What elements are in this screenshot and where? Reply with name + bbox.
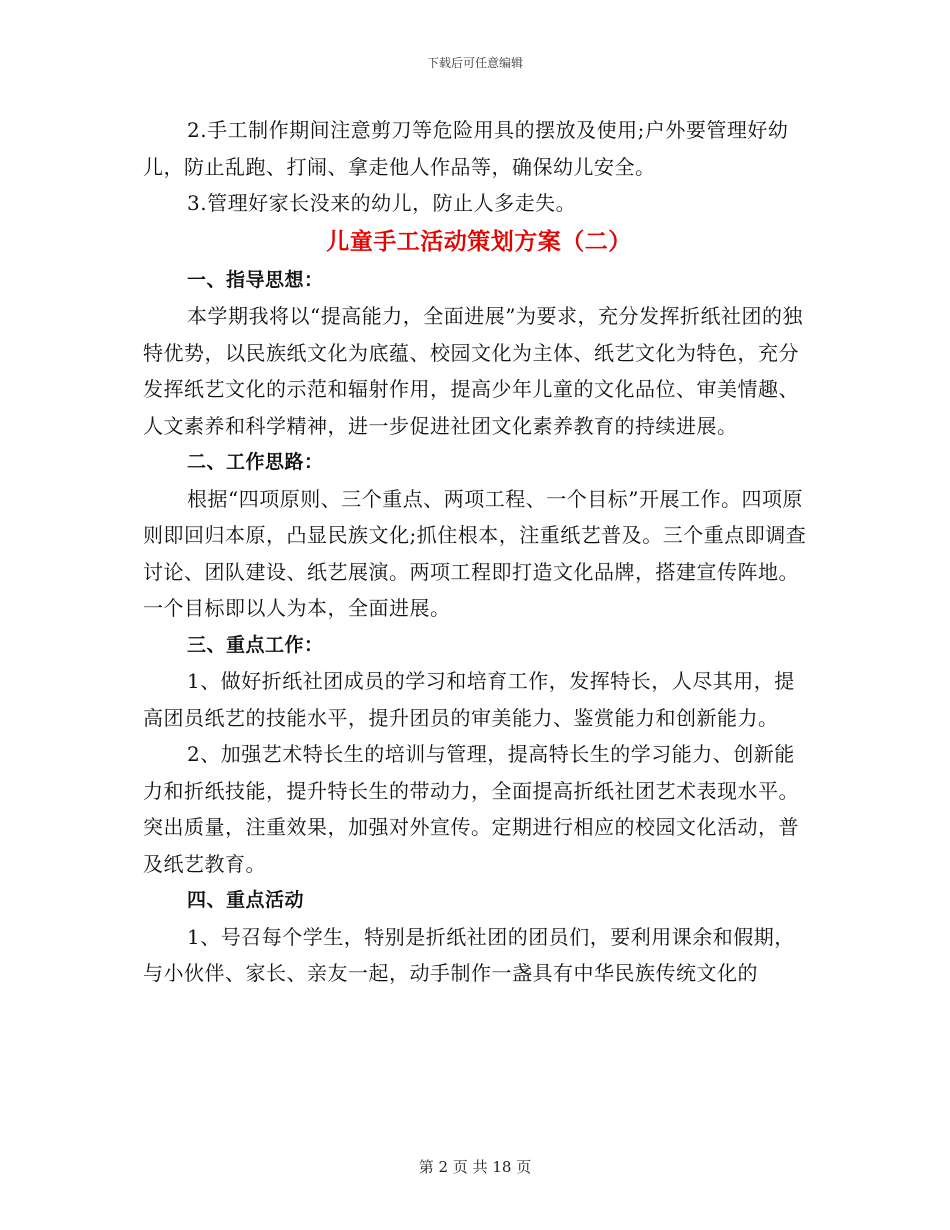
paragraph-guiding-thought: 本学期我将以“提高能力，全面进展”为要求，充分发挥折纸社团的独特优势，以民族纸文化为底蕴、校园文化为主体、纸艺文化为特色，充分发挥纸艺文化的示范和辐射作用，提高少年儿童的文化品位、审美情趣、人文素养和科学精神，进一步促进社团文化素养教育的持续进展。 bbox=[143, 304, 803, 438]
document-body bbox=[143, 112, 815, 992]
page-header: 下载后可任意编辑 bbox=[426, 56, 523, 70]
paragraph-work-approach: 根据“四项原则、三个重点、两项工程、一个目标”开展工作。四项原则即回归本原，凸显民族文化;抓住根本，注重纸艺普及。三个重点即调查讨论、团队建设、纸艺展演。两项工程即打造文化品牌，搭建宣传阵地。一个目标即以人为本，全面进展。 bbox=[143, 486, 807, 620]
safety-item-2: 2.手工制作期间注意剪刀等危险用具的摆放及使用;户外要管理好幼儿，防止乱跑、打闹、拿走他人作品等，确保幼儿安全。 bbox=[143, 118, 789, 179]
section-heading-key-work: 三、重点工作： bbox=[187, 633, 324, 656]
document-title: 儿童手工活动策划方案（二） bbox=[326, 228, 632, 255]
section-heading-work-approach: 二、工作思路： bbox=[187, 451, 324, 473]
page-footer: 第 2 页 共 18 页 bbox=[418, 1158, 532, 1176]
section-heading-key-activities: 四、重点活动 bbox=[187, 889, 305, 911]
key-work-item-2: 2、加强艺术特长生的培训与管理，提高特长生的学习能力、创新能力和折纸技能，提升特长生的带动力，全面提高折纸社团艺术表现水平。突出质量，注重效果，加强对外宣传。定期进行相应的校园文化活动，普及纸艺教育。 bbox=[143, 742, 799, 876]
section-heading-guiding-thought: 一、指导思想： bbox=[187, 268, 324, 291]
key-work-item-1: 1、做好折纸社团成员的学习和培育工作，发挥特长，人尽其用，提高团员纸艺的技能水平，提升团员的审美能力、鉴赏能力和创新能力。 bbox=[143, 669, 795, 730]
safety-item-3: 3.管理好家长没来的幼儿，防止人多走失。 bbox=[187, 191, 577, 215]
key-activity-item-1: 1、号召每个学生，特别是折纸社团的团员们，要利用课余和假期，与小伙伴、家长、亲友一起，动手制作一盏具有中华民族传统文化的 bbox=[143, 924, 795, 985]
